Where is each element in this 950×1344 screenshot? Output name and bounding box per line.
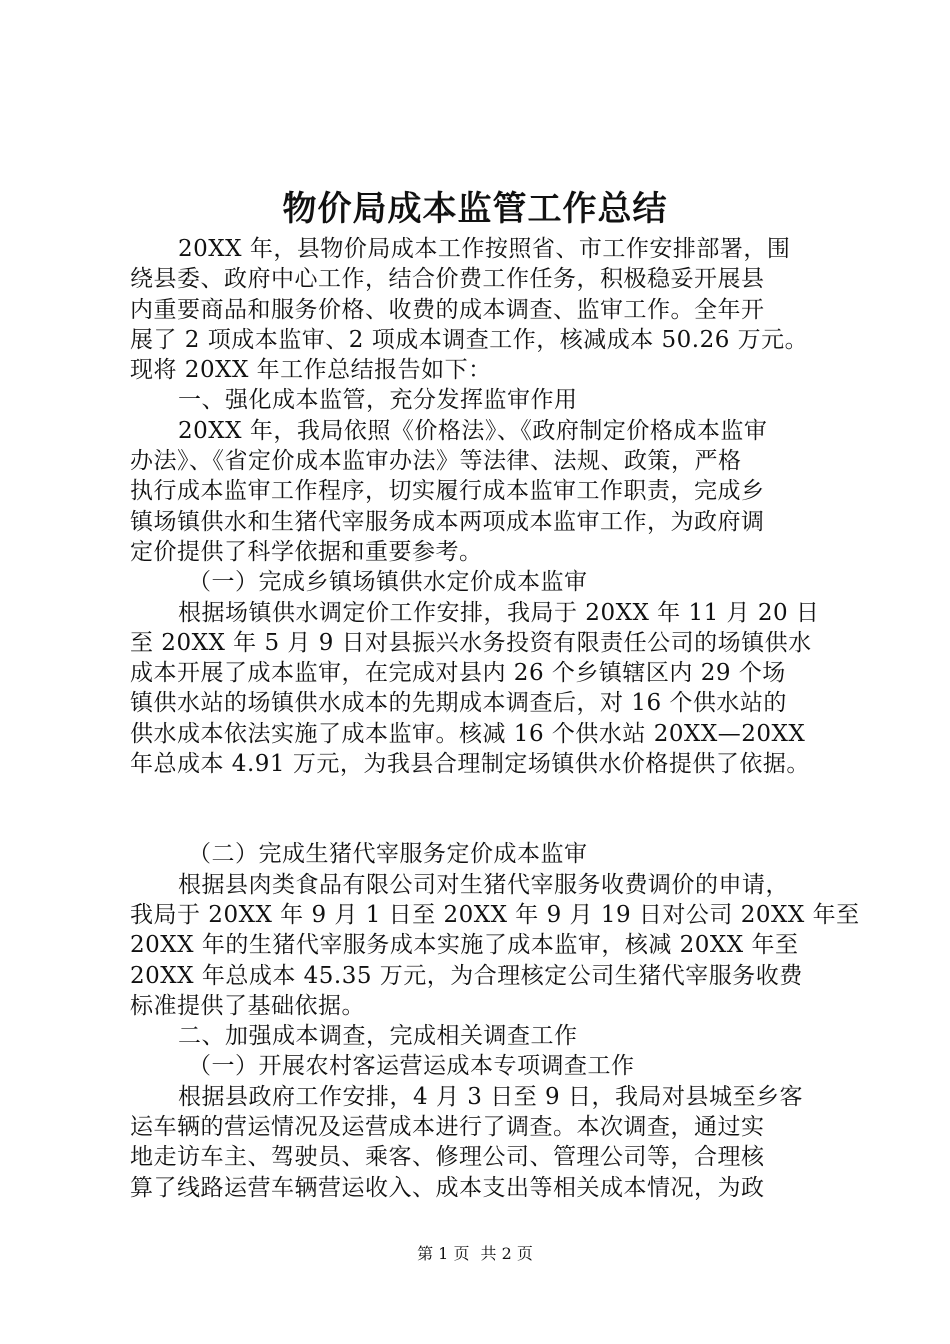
paragraph-line: 现将 20XX 年工作总结报告如下： — [130, 357, 492, 384]
paragraph-line: 根据县政府工作安排，4 月 3 日至 9 日，我局对县城至乡客 — [178, 1083, 803, 1110]
paragraph-line: 算了线路运营车辆营运收入、成本支出等相关成本情况，为政 — [130, 1174, 765, 1201]
paragraph-line: 定价提供了科学依据和重要参考。 — [130, 538, 483, 565]
page-total: 共 2 页 — [480, 1244, 533, 1263]
blank-line — [130, 779, 850, 839]
paragraph-line: 20XX 年的生猪代宰服务成本实施了成本监审，核减 20XX 年至 — [130, 932, 799, 959]
paragraph-line: 地走访车主、驾驶员、乘客、修理公司、管理公司等，合理核 — [130, 1144, 765, 1171]
paragraph-line: 根据县肉类食品有限公司对生猪代宰服务收费调价的申请， — [178, 871, 789, 898]
paragraph-line: 20XX 年，我局依照《价格法》、《政府制定价格成本监审 — [178, 417, 768, 444]
subsection-heading: （一）完成乡镇场镇供水定价成本监审 — [188, 569, 588, 596]
paragraph-line: 办法》、《省定价成本监审办法》等法律、法规、政策，严格 — [130, 448, 742, 475]
paragraph-line: 供水成本依法实施了成本监审。核减 16 个供水站 20XX—20XX — [130, 720, 806, 747]
document-title: 物价局成本监管工作总结 — [282, 189, 668, 229]
paragraph-line: 20XX 年，县物价局成本工作按照省、市工作安排部署，围 — [178, 236, 791, 262]
paragraph-line: 20XX 年总成本 45.35 万元，为合理核定公司生猪代宰服务收费 — [130, 962, 803, 989]
paragraph-line: 年总成本 4.91 万元，为我县合理制定场镇供水价格提供了依据。 — [130, 751, 810, 778]
paragraph-line: 内重要商品和服务价格、收费的成本调查、监审工作。全年开 — [130, 296, 765, 323]
paragraph-line: 镇供水站的场镇供水成本的先期成本调查后，对 16 个供水站的 — [130, 690, 787, 717]
paragraph-line: 展了 2 项成本监审、2 项成本调查工作，核减成本 50.26 万元。 — [130, 326, 809, 353]
document-body — [130, 234, 860, 1203]
paragraph-line: 运车辆的营运情况及运营成本进行了调查。本次调查，通过实 — [130, 1114, 765, 1141]
paragraph-line: 标准提供了基础依据。 — [130, 992, 365, 1019]
paragraph-line: 至 20XX 年 5 月 9 日对县振兴水务投资有限责任公司的场镇供水 — [130, 629, 812, 656]
page-number: 第 1 页 — [417, 1244, 470, 1263]
section-heading: 二、加强成本调查，完成相关调查工作 — [178, 1023, 578, 1050]
subsection-heading: （一）开展农村客运营运成本专项调查工作 — [188, 1053, 635, 1080]
section-heading: 一、强化成本监管，充分发挥监审作用 — [178, 387, 578, 414]
page-footer — [0, 1244, 950, 1264]
paragraph-line: 成本开展了成本监审，在完成对县内 26 个乡镇辖区内 29 个场 — [130, 660, 786, 687]
paragraph-line: 执行成本监审工作程序，切实履行成本监审工作职责，完成乡 — [130, 478, 765, 505]
paragraph-line: 镇场镇供水和生猪代宰服务成本两项成本监审工作，为政府调 — [130, 508, 765, 535]
paragraph-line: 根据场镇供水调定价工作安排，我局于 20XX 年 11 月 20 日 — [178, 599, 820, 626]
paragraph-line: 我局于 20XX 年 9 月 1 日至 20XX 年 9 月 19 日对公司 20XX 年至 — [130, 901, 860, 928]
subsection-heading: （二）完成生猪代宰服务定价成本监审 — [188, 841, 588, 868]
paragraph-line: 绕县委、政府中心工作，结合价费工作任务，积极稳妥开展县 — [130, 266, 765, 293]
